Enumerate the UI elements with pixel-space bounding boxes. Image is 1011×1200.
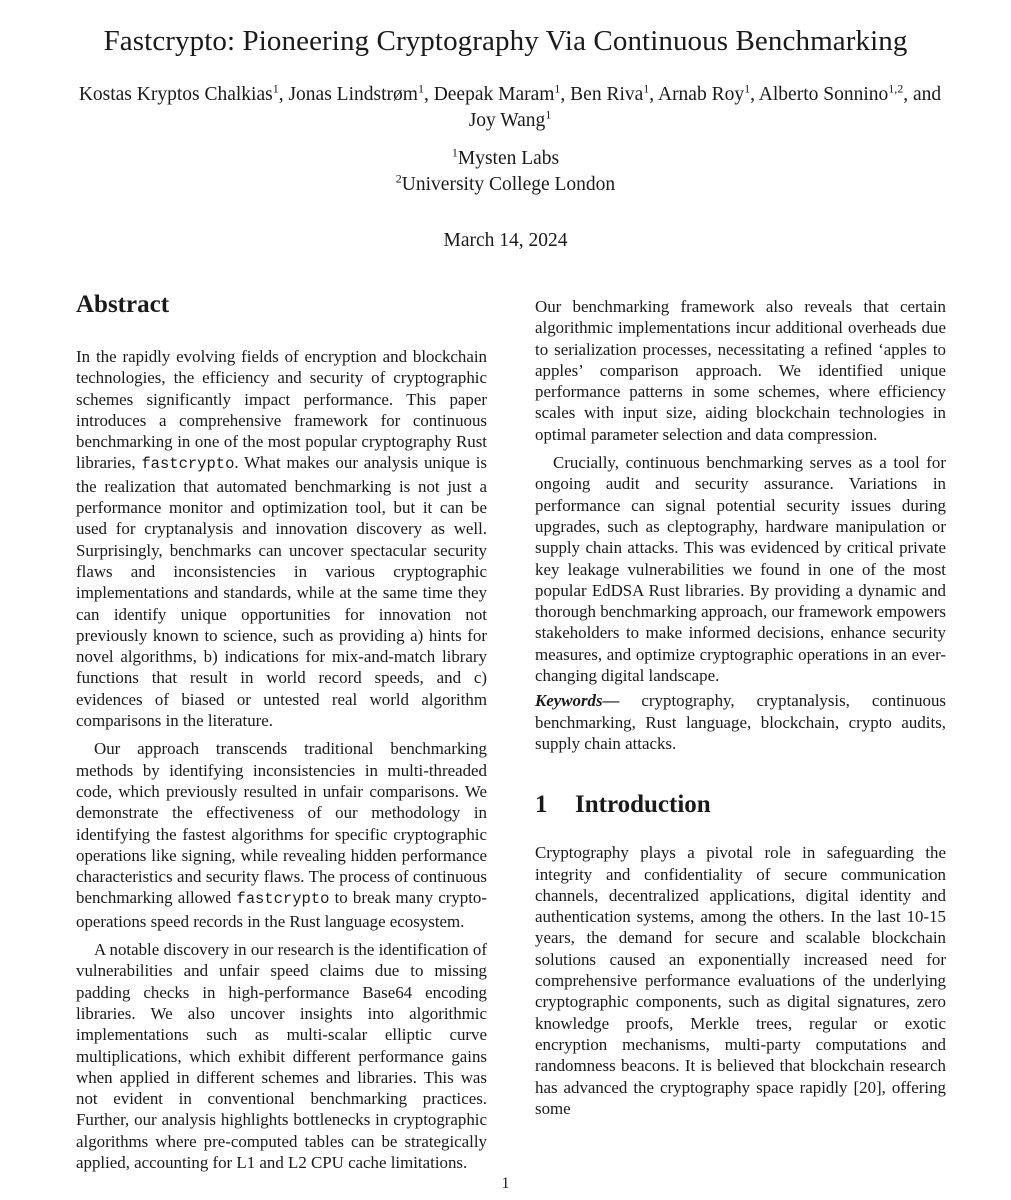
- abstract-heading: Abstract: [76, 291, 170, 318]
- abstract-paragraph: Our approach transcends traditional benchmarking methods by identifying inconsistencies in multi-threaded code, which previously resulted in unfair comparisons. We demonstrate the effectiveness of our methodology in identifying the fastest algorithms for specific cryptographic operations like signing, while revealing hidden performance characteristics and security flaws. The process of continuous benchmarking allowed fastcrypto to break many crypto-operations speed records in the Rust language ecosystem.: [76, 739, 487, 931]
- right-column: [535, 296, 946, 1119]
- page-number: 1: [501, 1175, 510, 1192]
- author: Joy Wang$^1$: [468, 107, 552, 131]
- affiliation: $^1$Mysten Labs: [451, 145, 560, 169]
- author: Alberto Sonnino$^{1,2}$, and: [758, 81, 942, 105]
- paper-date: March 14, 2024: [443, 230, 568, 251]
- author: Ben Riva$^1$,: [570, 81, 658, 105]
- author: Arnab Roy$^1$,: [657, 81, 759, 105]
- abstract-paragraph: Our benchmarking framework also reveals that certain algorithmic implementations incur additional overheads due to serialization processes, necessitating a refined ‘apples to apples’ comparison approach. We identified unique performance patterns in some schemes, where efficiency scales with input size, aiding blockchain technologies in optimal parameter selection and data compression.: [535, 297, 946, 444]
- abstract-paragraph: Crucially, continuous benchmarking serves as a tool for ongoing audit and security assurance. Variations in performance can signal potential security issues during upgrades, such as cleptography, hardware manipulation or supply chain attacks. This was evidenced by critical private key leakage vulnerabilities we found in one of the most popular EdDSA Rust libraries. By providing a dynamic and thorough benchmarking approach, our framework empowers stakeholders to make informed decisions, enhance security measures, and optimize cryptographic operations in an ever-changing digital landscape.: [535, 453, 946, 686]
- keywords: Keywords— cryptography, cryptanalysis, continuous benchmarking, Rust language, blockchain, crypto audits, supply chain attacks.: [535, 691, 946, 753]
- author: Deepak Maram$^1$,: [433, 81, 571, 105]
- author-list: [70, 82, 950, 134]
- abstract-paragraph: In the rapidly evolving fields of encryption and blockchain technologies, the efficiency and security of cryptographic schemes significantly impact performance. This paper introduces a comprehensive framework for continuous benchmarking in one of the most popular cryptography Rust libraries, fastcrypto. What makes our analysis unique is the realization that automated benchmarking is not just a performance monitor and optimization tool, but it can be used for cryptanalysis and innovation discovery as well. Surprisingly, benchmarks can uncover spectacular security flaws and inconsistencies in various cryptographic implementations and standards, while at the same time they can identify unique opportunities for innovation not previously known to science, such as providing a) hints for novel algorithms, b) indications for mix-and-match library functions that result in world record speeds, and c) evidences of biased or untested real world algorithm comparisons in the literature.: [76, 347, 487, 731]
- introduction-heading: 1 Introduction: [535, 791, 711, 819]
- left-column: [76, 290, 487, 1173]
- author: Kostas Kryptos Chalkias$^1$,: [78, 81, 289, 105]
- code-term: fastcrypto: [141, 455, 235, 474]
- author: Jonas Lindstrøm$^1$,: [288, 81, 434, 105]
- abstract-paragraph: A notable discovery in our research is the identification of vulnerabilities and unfair speed claims due to missing padding checks in high-performance Base64 encoding libraries. We also uncover insights into algorithmic implementations such as multi-scalar elliptic curve multiplications, which exhibit different performance gains when applied in different schemes and libraries. This was not evident in conventional benchmarking practices. Further, our analysis highlights bottlenecks in cryptographic algorithms where pre-computed tables can be strategically applied, accounting for L1 and L2 CPU cache limitations.: [76, 940, 487, 1172]
- keywords-label: Keywords—: [535, 691, 620, 711]
- code-term: fastcrypto: [236, 890, 330, 909]
- affiliation: $^2$University College London: [395, 171, 616, 195]
- affiliations: [0, 146, 1011, 198]
- paper-title: Fastcrypto: Pioneering Cryptography Via Continuous Benchmarking: [103, 25, 908, 57]
- intro-paragraph: Cryptography plays a pivotal role in safeguarding the integrity and confidentiality of secure communication channels, decentralized applications, digital identity and authentication systems, among the others. In the last 10-15 years, the demand for secure and scalable blockchain solutions caused an exponentially increased need for comprehensive performance evaluations of the underlying cryptographic components, such as digital signatures, zero knowledge proofs, Merkle trees, regular or exotic encryption mechanisms, multi-party computations and randomness beacons. It is believed that blockchain research has advanced the cryptography space rapidly [20], offering some: [535, 843, 946, 1118]
